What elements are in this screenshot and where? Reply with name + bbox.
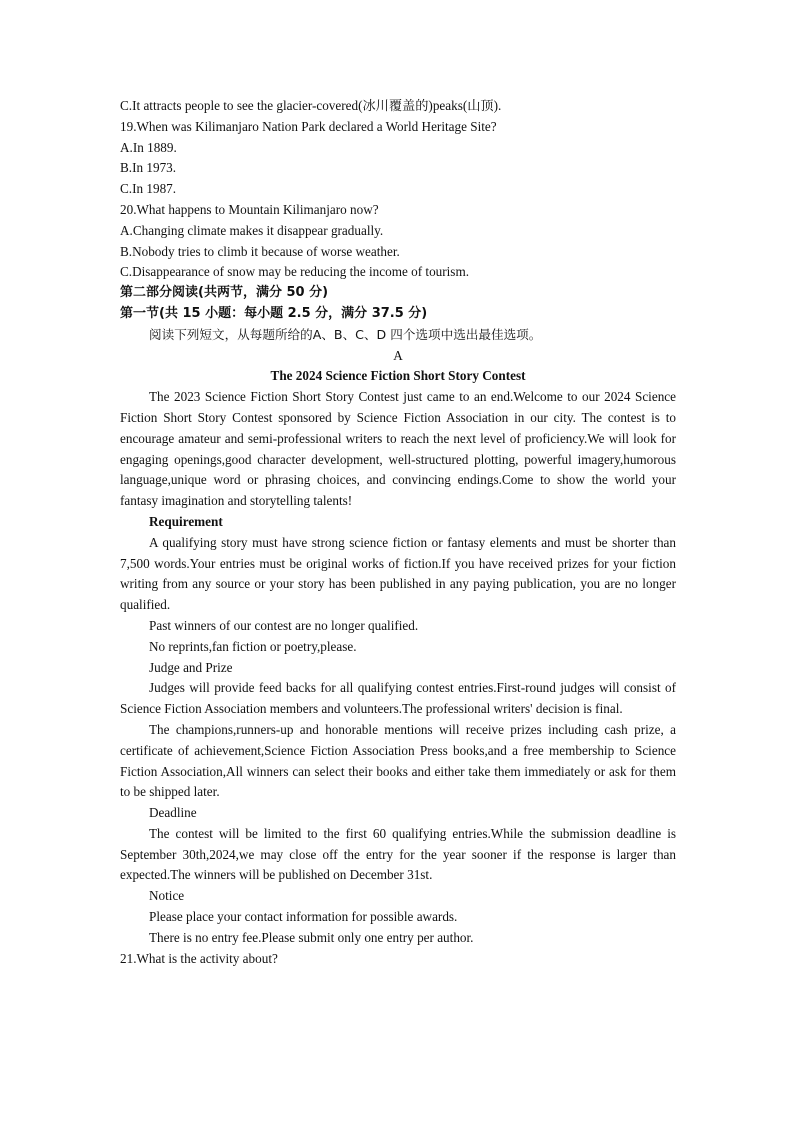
passage-intro: The 2023 Science Fiction Short Story Contest just came to an end.Welcome to our 2024 Science Fiction Short Story Contest sponsored by Science Fiction Association in our city. The contest is to encourage amateur and semi-professional writers to reach the next level of proficiency.We will look for engaging openings,good character development, well-structured plotting, powerful imagery,humorous language,unique word or phrasing choices, and convincing endings.Come to show the world your fantasy imagination and storytelling talents! <box>120 389 676 509</box>
exam-page <box>120 96 676 969</box>
judge-paragraph-2: The champions,runners-up and honorable mentions will receive prizes including cash prize, a certificate of achievement,Science Fiction Association Press books,and a free membership to Science Fiction Association,All winners can select their books and either take them immediately or ask for them to be shipped later. <box>120 721 676 800</box>
requirement-paragraph-2: Past winners of our contest are no longer qualified. <box>149 617 419 633</box>
judge-paragraph-1: Judges will provide feed backs for all qualifying contest entries.First-round judges will consist of Science Fiction Association members and volunteers.The professional writers' decision is final. <box>120 680 676 717</box>
part-title: 第二部分阅读(共两节，满分 50 分) <box>120 285 329 301</box>
section-instruction: 阅读下列短文，从每题所给的A、B、C、D 四个选项中选出最佳选项。 <box>149 326 542 342</box>
q19-option-a: A.In 1889. <box>120 139 177 155</box>
deadline-heading: Deadline <box>149 805 197 821</box>
q21-question: 21.What is the activity about? <box>120 950 278 966</box>
requirement-paragraph-1: A qualifying story must have strong science fiction or fantasy elements and must be shorter than 7,500 words.Your entries must be original works of fiction.If you have received prizes for your fiction writing from any source or your story has been published in any paying publication, you are no longer qualified. <box>120 534 676 613</box>
passage-letter: A <box>393 347 403 363</box>
requirement-heading: Requirement <box>149 513 223 529</box>
q20-option-c: C.Disappearance of snow may be reducing the income of tourism. <box>120 264 469 280</box>
deadline-paragraph-1: The contest will be limited to the first 60 qualifying entries.While the submission deadline is September 30th,2024,we may close off the entry for the year sooner if the response is larger than expected.The winners will be published on December 31st. <box>120 825 676 883</box>
q19-option-b: B.In 1973. <box>120 160 177 176</box>
passage-title: The 2024 Science Fiction Short Story Contest <box>270 368 526 384</box>
q19-option-c: C.In 1987. <box>120 181 177 197</box>
q20-option-a: A.Changing climate makes it disappear gradually. <box>120 222 384 238</box>
q20-question: 20.What happens to Mountain Kilimanjaro now? <box>120 201 379 217</box>
section-title: 第一节(共 15 小题：每小题 2.5 分，满分 37.5 分) <box>120 305 428 321</box>
notice-paragraph-1: Please place your contact information for possible awards. <box>149 909 458 925</box>
q19-question: 19.When was Kilimanjaro Nation Park declared a World Heritage Site? <box>120 118 497 134</box>
judge-heading: Judge and Prize <box>149 659 233 675</box>
q20-option-b: B.Nobody tries to climb it because of worse weather. <box>120 243 400 259</box>
q18-option-c: C.It attracts people to see the glacier-covered(冰川覆盖的)peaks(山顶). <box>120 98 502 113</box>
requirement-paragraph-3: No reprints,fan fiction or poetry,please. <box>149 638 357 654</box>
notice-heading: Notice <box>149 888 185 904</box>
notice-paragraph-2: There is no entry fee.Please submit only one entry per author. <box>149 929 474 945</box>
